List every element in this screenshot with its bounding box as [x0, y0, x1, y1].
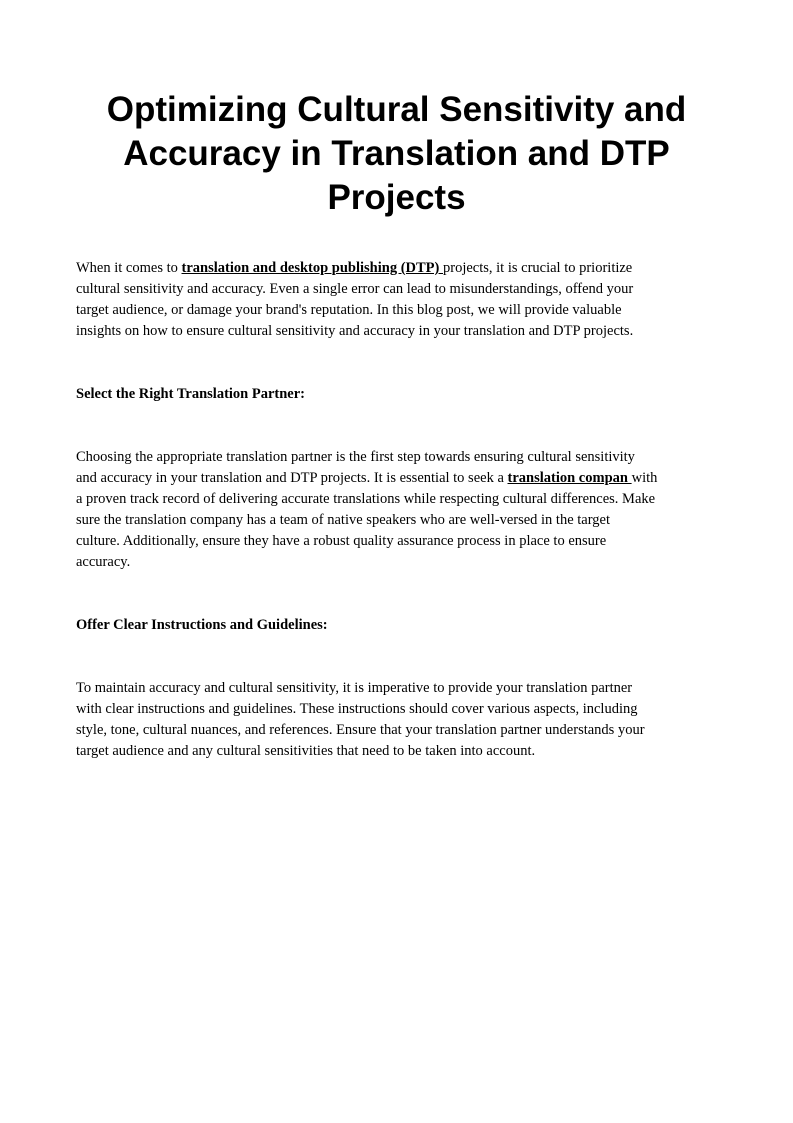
page-title [60, 88, 733, 220]
paragraph-line: target audience and any cultural sensitivities that need to be taken into account. [76, 743, 536, 759]
dtp-services-link[interactable]: translation and desktop publishing (DTP) [181, 260, 443, 276]
paragraph-line: a proven track record of delivering accurate translations while respecting cultural differences. Make [76, 491, 656, 507]
paragraph-line: sure the translation company has a team of native speakers who are well-versed in the target [76, 512, 611, 528]
paragraph-line: cultural sensitivity and accuracy. Even a single error can lead to misunderstandings, offend your [76, 281, 634, 297]
paragraph-line: style, tone, cultural nuances, and references. Ensure that your translation partner understands your [76, 722, 645, 738]
paragraph-line: accuracy. [76, 554, 131, 570]
paragraph-line: with clear instructions and guidelines. These instructions should cover various aspects, including [76, 701, 638, 717]
section-heading-translation-partner: Select the Right Translation Partner: [76, 386, 306, 402]
paragraph-line: Choosing the appropriate translation partner is the first step towards ensuring cultural sensitivity [76, 449, 635, 465]
section-heading-instructions: Offer Clear Instructions and Guidelines: [76, 617, 328, 633]
paragraph-line: target audience, or damage your brand's reputation. In this blog post, we will provide valuable [76, 302, 622, 318]
title-line: Optimizing Cultural Sensitivity and [106, 90, 687, 129]
instructions-paragraph [76, 678, 645, 762]
text-after-link: with [631, 470, 658, 486]
paragraph-line: culture. Additionally, ensure they have a robust quality assurance process in place to ensure [76, 533, 607, 549]
title-line: Projects [327, 178, 466, 217]
paragraph-line [76, 468, 657, 489]
paragraph-line: To maintain accuracy and cultural sensitivity, it is imperative to provide your translation partner [76, 680, 633, 696]
translation-partner-paragraph [76, 447, 657, 573]
paragraph-line [76, 258, 633, 279]
intro-paragraph [76, 258, 633, 342]
intro-text-before-link: When it comes to [76, 260, 182, 276]
intro-text-after-link: projects, it is crucial to prioritize [443, 260, 633, 276]
text-before-link: and accuracy in your translation and DTP projects. It is essential to seek a [76, 470, 508, 486]
title-line: Accuracy in Translation and DTP [123, 134, 670, 173]
paragraph-line: insights on how to ensure cultural sensitivity and accuracy in your translation and DTP projects. [76, 323, 634, 339]
translation-company-link[interactable]: translation compan [507, 470, 632, 486]
